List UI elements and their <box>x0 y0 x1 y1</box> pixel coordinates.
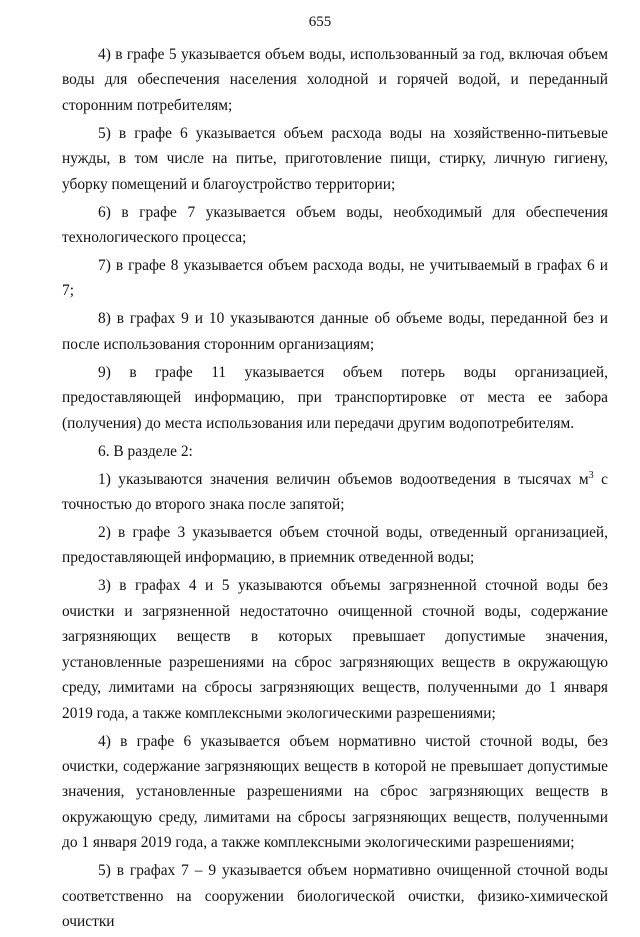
paragraph-graph-8: 7) в графе 8 указывается объем расхода воды, не учитываемый в графах 6 и 7; <box>62 257 608 300</box>
paragraph-units-text: 1) указываются значения величин объемов водоотведения в тысячах м <box>98 470 589 488</box>
paragraph-graph-3: 2) в графе 3 указывается объем сточной воды, отведенный организацией, предоставляющей информацию, в приемник отведенной воды; <box>62 524 608 567</box>
paragraph-units <box>62 467 608 518</box>
paragraph-graph-11: 9) в графе 11 указывается объем потерь воды организацией, предоставляющей информацию, при транспортировке от места ее забора (получения) до места использования или передачи другим водопотребителям. <box>62 363 608 432</box>
superscript-exponent: 3 <box>588 469 594 481</box>
section-2-heading: 6. В разделе 2: <box>98 442 193 460</box>
paragraph-graph-7: 6) в графе 7 указывается объем воды, необходимый для обеспечения технологического процесса; <box>62 203 608 247</box>
paragraph-graphs-7-9: 5) в графах 7 – 9 указывается объем нормативно очищенной сточной воды соответственно на сооружении биологической очистки, физико-химической очистки <box>62 862 608 930</box>
paragraph-graph-6: 5) в графе 6 указывается объем расхода воды на хозяйственно-питьевые нужды, в том числе на питье, приготовление пищи, стирку, личную гигиену, уборку помещений и благоустройство территории; <box>62 124 608 193</box>
paragraph-graph-5: 4) в графе 5 указывается объем воды, использованный за год, включая объем воды для обеспечения населения холодной и горячей водой, и переданный сторонним потребителям; <box>62 46 608 114</box>
paragraph-graph-6-clean: 4) в графе 6 указывается объем нормативно чистой сточной воды, без очистки, содержание загрязняющих веществ в которой не превышает допустимые значения, установленные разрешениями на сброс загрязняющих веществ в окружающую среду, лимитами на сбросы загрязняющих веществ, полученными до 1 января 2019 года, а также комплексными экологическими разрешениями; <box>62 732 608 852</box>
document-body <box>62 42 608 937</box>
page-number: 655 <box>308 14 332 30</box>
paragraph-graphs-4-5: 3) в графах 4 и 5 указываются объемы загрязненной сточной воды без очистки и загрязненной недостаточно очищенной сточной воды, содержание загрязняющих веществ в которых превышает допустимые значения, установленные разрешениями на сброс загрязняющих веществ в окружающую среду, лимитами на сбросы загрязняющих веществ, полученными до 1 января 2019 года, а также комплексными экологическими разрешениями; <box>62 577 608 722</box>
paragraph-graph-9-10: 8) в графах 9 и 10 указываются данные об объеме воды, переданной без и после использования сторонним организациям; <box>62 310 608 353</box>
paragraph-units-tail: с точностью до второго знака после запятой; <box>62 470 608 514</box>
